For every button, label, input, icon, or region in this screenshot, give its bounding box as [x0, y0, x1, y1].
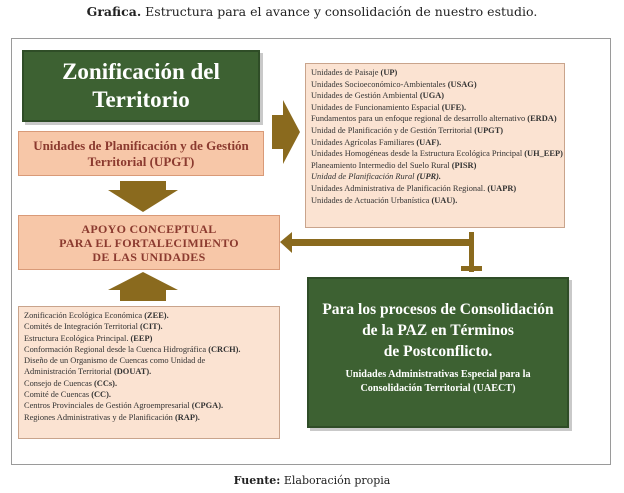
- list-item: Unidad de Planificación Rural (UPR).: [311, 172, 442, 182]
- caption-label: Grafica.: [86, 4, 142, 19]
- arrow-up-apoyo: [108, 272, 178, 301]
- postconflict-line-1: Para los procesos de Consolidación: [322, 301, 554, 318]
- list-item: Comités de Integración Territorial (CIT).: [24, 322, 163, 332]
- list-item: Unidades de Funcionamiento Espacial (UFE).: [311, 102, 467, 112]
- list-item: Regiones Administrativas y de Planificación (RAP).: [24, 412, 200, 422]
- postconflict-line-2: de la PAZ en Términos: [362, 322, 514, 339]
- postconflict-subtitle: [309, 368, 567, 396]
- apoyo-box: [18, 215, 280, 270]
- list-item: Administración Territorial (DOUAT).: [24, 367, 152, 377]
- list-item: Centros Provinciales de Gestión Agroempresarial (CPGA).: [24, 401, 224, 411]
- list-item: Unidades de Actuación Urbanística (UAU).: [311, 195, 458, 205]
- upgt-line-1: Unidades de Planificación y de Gestión: [33, 137, 249, 153]
- list-item: Unidades Socioeconómico-Ambientales (USAG): [311, 79, 477, 89]
- title-box: [22, 50, 260, 122]
- connector-cap: [461, 266, 482, 271]
- list-item: Zonificación Ecológica Económica (ZEE).: [24, 311, 169, 320]
- right-list: [305, 63, 565, 228]
- postconflict-sub-1: Unidades Administrativas Especial para la: [345, 369, 531, 380]
- postconflict-sub-2: Consolidación Territorial (UAECT): [360, 383, 516, 394]
- list-item: Diseño de un Organismo de Cuencas como Unidad de: [24, 356, 206, 366]
- source-text: Elaboración propia: [283, 474, 391, 487]
- left-list: [18, 306, 280, 439]
- postconflict-line-3: de Postconflicto.: [383, 343, 493, 360]
- upgt-box: [18, 131, 264, 176]
- list-item: Unidad de Planificación y de Gestión Territorial (UPGT): [311, 125, 504, 135]
- source-label: Fuente:: [233, 474, 281, 487]
- list-item: Unidades Administrativa de Planificación Regional. (UAPR): [311, 183, 517, 193]
- list-item: Comité de Cuencas (CC).: [24, 390, 111, 400]
- list-item: Unidades de Paisaje (UP): [311, 68, 398, 77]
- list-item: Unidades Agrícolas Familiares (UAF).: [311, 137, 442, 147]
- arrow-down-apoyo: [108, 181, 178, 212]
- apoyo-line-2: PARA EL FORTALECIMIENTO: [59, 235, 239, 250]
- apoyo-line-3: DE LAS UNIDADES: [92, 249, 206, 264]
- list-item: Consejo de Cuencas (CCs).: [24, 378, 118, 388]
- arrow-right-main: [272, 100, 300, 164]
- list-item: Estructura Ecológica Principal. (EEP): [24, 333, 153, 343]
- title-line-1: Zonificación del: [62, 59, 220, 84]
- list-item: Planeamiento Intermedio del Suelo Rural (PISR): [311, 160, 477, 170]
- list-item: Unidades de Gestión Ambiental (UGA): [311, 91, 445, 101]
- list-item: Conformación Regional desde la Cuenca Hidrográfica (CRCH).: [24, 344, 241, 354]
- postconflict-box: [307, 277, 569, 428]
- source-caption: [0, 474, 624, 487]
- caption-text: Estructura para el avance y consolidación de nuestro estudio.: [145, 4, 538, 19]
- list-item: Fundamentos para un enfoque regional de desarrollo alternativo (ERDA): [311, 114, 557, 124]
- upgt-line-2: Territorial (UPGT): [87, 153, 195, 169]
- arrow-left-apoyo: [280, 232, 470, 253]
- title-line-2: Territorio: [92, 87, 190, 112]
- apoyo-line-1: APOYO CONCEPTUAL: [81, 221, 217, 236]
- list-item: Unidades Homogéneas desde la Estructura Ecológica Principal (UH_EEP): [311, 149, 563, 159]
